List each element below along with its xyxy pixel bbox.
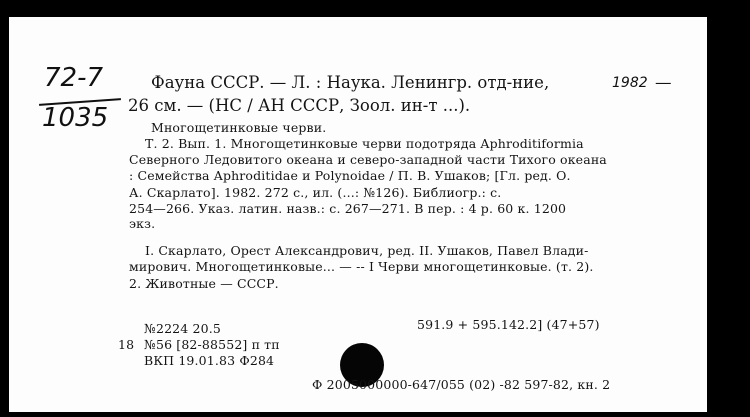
tracings-line-2: мирович. Многощетинковые... — -- I Черви многощетинковые. (т. 2). xyxy=(129,259,594,274)
volume-line-2: Северного Ледовитого океана и северо-западной части Тихого океана xyxy=(129,152,607,167)
volume-line-6: экз. xyxy=(129,216,156,231)
entry-line-1-dash: — xyxy=(655,73,672,92)
edition-number: №56 [82-88552] п тп xyxy=(144,337,280,352)
udc-classification: 591.9 + 595.142.2] (47+57) xyxy=(417,317,600,332)
volume-line-5: 254—266. Указ. латин. назв.: с. 267—271. В пер. : 4 р. 60 к. 1200 xyxy=(129,201,567,216)
catalog-card xyxy=(9,17,707,412)
tracings-line-3: 2. Животные — СССР. xyxy=(129,276,279,291)
entry-line-2: 26 см. — (НС / АН СССР, Зоол. ин-т ...). xyxy=(128,96,471,115)
volume-line-1: Т. 2. Вып. 1. Многощетинковые черви подотряда Aphroditiformia xyxy=(145,136,584,151)
volume-line-4: А. Скарлато]. 1982. 272 с., ил. (...: №126). Библиогр.: с. xyxy=(129,185,502,200)
edition-prefix: 18 xyxy=(118,337,135,352)
tracings-line-1: I. Скарлато, Орест Александрович, ред. II. Ушаков, Павел Влади- xyxy=(145,243,589,258)
handwritten-year: 1982 xyxy=(612,75,648,91)
call-number-bottom: 1035 xyxy=(42,103,109,133)
publication-code: Ф 2005000000-647/055 (02) -82 597-82, кн. 2 xyxy=(312,377,611,392)
vkp-line: ВКП 19.01.83 Ф284 xyxy=(144,353,275,368)
entry-line-3: Многощетинковые черви. xyxy=(151,120,327,135)
volume-line-3: : Семейства Aphroditidae и Polynoidae / П. В. Ушаков; [Гл. ред. О. xyxy=(129,168,571,183)
call-number-top: 72-7 xyxy=(44,63,104,93)
entry-line-1: Фауна СССР. — Л. : Наука. Ленингр. отд-ние, xyxy=(151,73,550,92)
order-number: №2224 20.5 xyxy=(144,321,221,336)
